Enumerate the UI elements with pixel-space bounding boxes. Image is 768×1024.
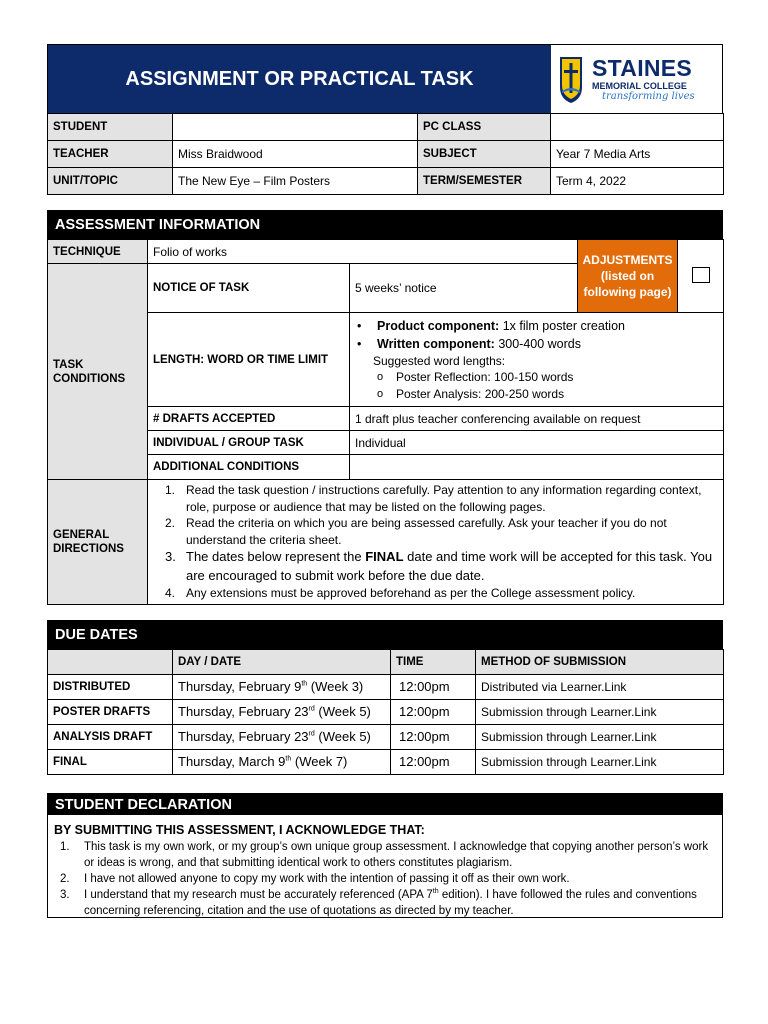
due-dates-heading: DUE DATES — [47, 620, 723, 649]
general-directions-label: GENERAL DIRECTIONS — [48, 480, 148, 605]
unit-value: The New Eye – Film Posters — [173, 168, 418, 195]
length-label: LENGTH: WORD OR TIME LIMIT — [148, 313, 350, 407]
due-row-label: POSTER DRAFTS — [48, 700, 173, 725]
due-row-time: 12:00pm — [391, 725, 476, 750]
col-time: TIME — [391, 650, 476, 675]
college-logo — [551, 45, 722, 114]
teacher-value: Miss Braidwood — [173, 141, 418, 168]
general-directions — [148, 480, 724, 605]
teacher-label: TEACHER — [48, 141, 173, 168]
logo-name: STAINES — [592, 55, 693, 81]
student-declaration — [47, 793, 723, 918]
reflection-length: o Poster Reflection: 100-150 words — [350, 369, 723, 386]
adjustments-checkbox[interactable] — [692, 267, 710, 283]
direction-item: 2. Read the criteria on which you are being assessed carefully. Ask your teacher if you do not understand the criteria sheet. — [165, 516, 667, 547]
group-value: Individual — [350, 431, 724, 455]
due-row-method: Submission through Learner.Link — [476, 700, 724, 725]
additional-label: ADDITIONAL CONDITIONS — [148, 455, 350, 480]
due-row-distributed — [48, 675, 724, 700]
due-row-date: Thursday, February 9th (Week 3) — [173, 675, 391, 700]
additional-value — [350, 455, 724, 480]
suggested-lengths: Suggested word lengths: — [373, 353, 506, 368]
analysis-length: o Poster Analysis: 200-250 words — [350, 386, 723, 403]
student-info-table — [47, 113, 723, 195]
due-row-method: Submission through Learner.Link — [476, 725, 724, 750]
unit-label: UNIT/TOPIC — [48, 168, 173, 195]
document-header — [47, 44, 723, 114]
declaration-body — [47, 815, 723, 918]
adjustments-cell — [678, 240, 724, 313]
due-row-method: Distributed via Learner.Link — [476, 675, 724, 700]
technique-label: TECHNIQUE — [48, 240, 148, 264]
technique-value: Folio of works — [148, 240, 578, 264]
declaration-heading: STUDENT DECLARATION — [47, 793, 723, 815]
due-row-label: FINAL — [48, 750, 173, 775]
due-corner-cell — [48, 650, 173, 675]
due-row-final — [48, 750, 724, 775]
due-row-time: 12:00pm — [391, 700, 476, 725]
due-row-time: 12:00pm — [391, 750, 476, 775]
declaration-item: 2. I have not allowed anyone to copy my work with the intention of passing it off as their own work. — [60, 873, 570, 885]
notice-label: NOTICE OF TASK — [148, 264, 350, 313]
due-row-time: 12:00pm — [391, 675, 476, 700]
due-row-date: Thursday, March 9th (Week 7) — [173, 750, 391, 775]
notice-value: 5 weeks’ notice — [350, 264, 578, 313]
declaration-item: 1. This task is my own work, or my group’s own unique group assessment. I acknowledge that copying another person’s work or ideas is wrong, and that submitting identical work to others constitutes plagiarism. — [60, 841, 709, 869]
due-row-date: Thursday, February 23rd (Week 5) — [173, 700, 391, 725]
term-label: TERM/SEMESTER — [418, 168, 551, 195]
product-component: • Product component: 1x film poster creation — [354, 317, 723, 335]
col-method: METHOD OF SUBMISSION — [476, 650, 724, 675]
direction-item: 4. Any extensions must be approved beforehand as per the College assessment policy. — [165, 586, 636, 600]
logo-subtitle: MEMORIAL COLLEGE — [592, 81, 687, 91]
drafts-label: # DRAFTS ACCEPTED — [148, 407, 350, 431]
term-value: Term 4, 2022 — [551, 168, 724, 195]
declaration-intro: BY SUBMITTING THIS ASSESSMENT, I ACKNOWLEDGE THAT: — [54, 823, 425, 837]
due-row-label: ANALYSIS DRAFT — [48, 725, 173, 750]
due-row-date: Thursday, February 23rd (Week 5) — [173, 725, 391, 750]
assessment-information — [47, 210, 723, 605]
task-conditions-label: TASK CONDITIONS — [48, 264, 148, 480]
length-details — [350, 313, 724, 407]
due-row-label: DISTRIBUTED — [48, 675, 173, 700]
declaration-item: 3. I understand that my research must be accurately referenced (APA 7th edition). I have followed the rules and conventions concerning referencing, citation and the use of quotations as directed by my teacher. — [60, 888, 697, 917]
logo-tagline: transforming lives — [602, 91, 695, 102]
student-label: STUDENT — [48, 114, 173, 141]
direction-item: 3. The dates below represent the FINAL date and time work will be accepted for this task. You are encouraged to submit work before the due date. — [165, 549, 713, 583]
assessment-heading: ASSESSMENT INFORMATION — [47, 210, 723, 239]
col-day-date: DAY / DATE — [173, 650, 391, 675]
due-row-analysis-draft — [48, 725, 724, 750]
written-component: • Written component: 300-400 words — [354, 335, 723, 353]
drafts-value: 1 draft plus teacher conferencing available on request — [350, 407, 724, 431]
due-dates — [47, 620, 723, 775]
pc-class-field[interactable] — [551, 114, 724, 141]
direction-item: 1. Read the task question / instructions carefully. Pay attention to any information regarding context, role, purpose or audience that may be listed on the following pages. — [165, 483, 702, 514]
student-field[interactable] — [173, 114, 418, 141]
due-row-poster-drafts — [48, 700, 724, 725]
due-row-method: Submission through Learner.Link — [476, 750, 724, 775]
pc-class-label: PC CLASS — [418, 114, 551, 141]
subject-value: Year 7 Media Arts — [551, 141, 724, 168]
subject-label: SUBJECT — [418, 141, 551, 168]
adjustments-label: ADJUSTMENTS (listed on following page) — [578, 240, 678, 313]
document-title: ASSIGNMENT OR PRACTICAL TASK — [48, 45, 551, 114]
college-crest-icon — [558, 55, 584, 105]
group-label: INDIVIDUAL / GROUP TASK — [148, 431, 350, 455]
